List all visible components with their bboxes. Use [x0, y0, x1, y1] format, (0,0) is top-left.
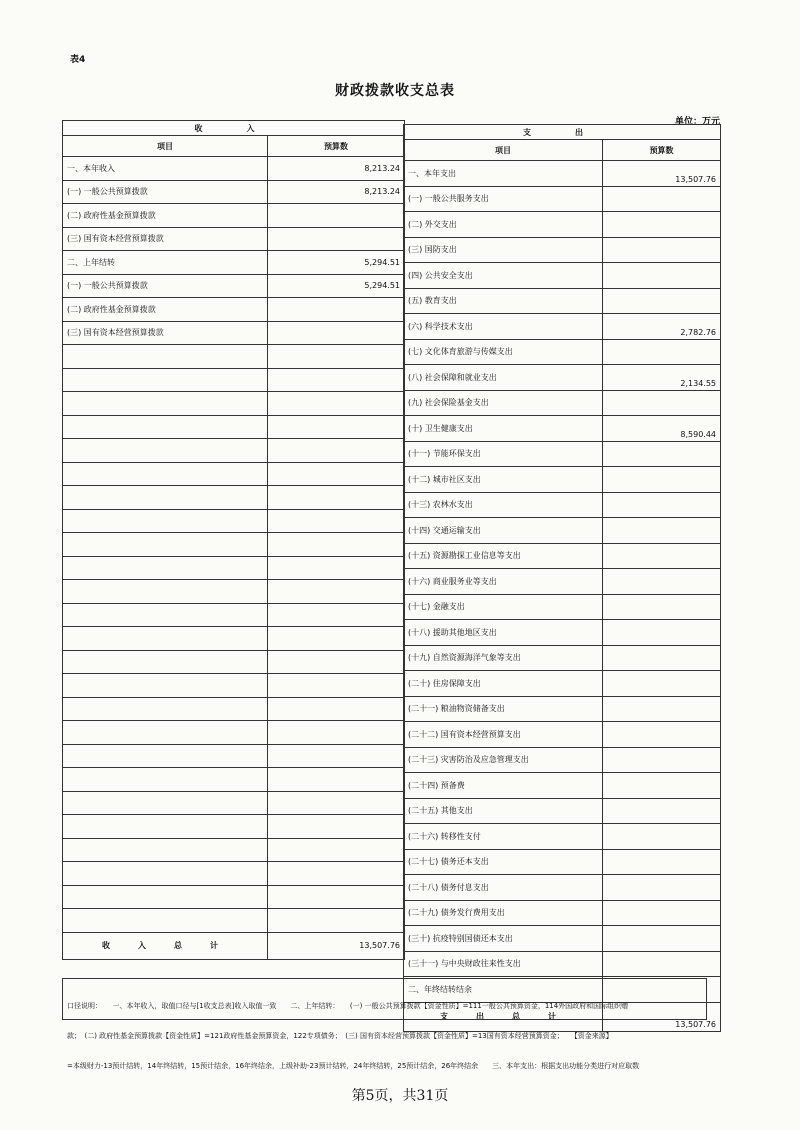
expense-total-value: 13,507.76: [603, 1002, 721, 1031]
table-row: [404, 365, 721, 391]
table-row: [404, 518, 721, 544]
table-row: [404, 671, 721, 697]
note-line: 款； (二) 政府性基金预算拨款【资金性质】=121政府性基金预算资金，122专项债务； (三) 国有资本经营预算拨款【资金性质】=13国有资本经营预算资金； 【资金来源】: [67, 1032, 613, 1040]
table-row: [63, 227, 405, 251]
blank-cell: [268, 368, 405, 392]
expense-amount: [603, 212, 721, 238]
expense-item: (十四) 交通运输支出: [404, 518, 603, 544]
income-amount: 5,294.51: [268, 274, 405, 298]
blank-cell: [63, 815, 268, 839]
blank-cell: [268, 580, 405, 604]
expense-amount: [603, 671, 721, 697]
expense-item: 二、年终结转结余: [404, 977, 603, 1003]
table-row: [63, 885, 405, 909]
blank-cell: [268, 744, 405, 768]
expense-item: (四) 公共安全支出: [404, 263, 603, 289]
table-row: [63, 815, 405, 839]
table-row: [404, 186, 721, 212]
expense-item: (八) 社会保障和就业支出: [404, 365, 603, 391]
expense-table: [403, 124, 721, 1032]
income-rows: [63, 157, 405, 933]
table-row: [63, 392, 405, 416]
income-item: (三) 国有资本经营预算拨款: [63, 321, 268, 345]
table-row: [404, 569, 721, 595]
expense-amount: [603, 186, 721, 212]
blank-cell: [268, 392, 405, 416]
expense-item: (九) 社会保险基金支出: [404, 390, 603, 416]
table-row: [63, 650, 405, 674]
table-row: [63, 462, 405, 486]
table-row: [63, 439, 405, 463]
income-amount: [268, 204, 405, 228]
income-amount: 5,294.51: [268, 251, 405, 275]
table-row: [404, 875, 721, 901]
table-row: [404, 722, 721, 748]
table-row: [63, 838, 405, 862]
unit-label: 单位：万元: [674, 117, 720, 127]
blank-cell: [268, 768, 405, 792]
expense-amount: [603, 543, 721, 569]
blank-cell: [268, 439, 405, 463]
blank-cell: [63, 791, 268, 815]
expense-amount: [603, 620, 721, 646]
page-title: 财政拨款收支总表: [335, 83, 455, 99]
table-row: [63, 627, 405, 651]
blank-cell: [268, 345, 405, 369]
table-row: [404, 773, 721, 799]
table-row: [404, 314, 721, 340]
table-row: [404, 467, 721, 493]
income-item: (二) 政府性基金预算拨款: [63, 204, 268, 228]
table-row: [404, 263, 721, 289]
blank-cell: [63, 721, 268, 745]
blank-cell: [63, 885, 268, 909]
table-row: [404, 926, 721, 952]
blank-cell: [268, 697, 405, 721]
table-row: [404, 237, 721, 263]
expense-item: (十七) 金融支出: [404, 594, 603, 620]
expense-amount: [603, 824, 721, 850]
expense-item: (十五) 资源勘探工业信息等支出: [404, 543, 603, 569]
blank-cell: [63, 392, 268, 416]
table-row: [63, 580, 405, 604]
expense-item: (二十) 住房保障支出: [404, 671, 603, 697]
income-col-amount: 预算数: [268, 136, 405, 157]
note-line: =本级财力-13预计结转，14年终结转，15预计结余，16年终结余，上级补助-23预计结转，24年终结转，25预计结余，26年终结余 三、本年支出：根据支出功能分类进行对应取数: [67, 1062, 640, 1070]
blank-cell: [268, 650, 405, 674]
table-row: [63, 509, 405, 533]
expense-amount: [603, 926, 721, 952]
table-row: [63, 603, 405, 627]
expense-item: (七) 文化体育旅游与传媒支出: [404, 339, 603, 365]
table-row: [63, 298, 405, 322]
expense-amount: [603, 875, 721, 901]
blank-cell: [268, 462, 405, 486]
blank-cell: [63, 462, 268, 486]
blank-cell: [63, 533, 268, 557]
expense-item: (二十四) 预备费: [404, 773, 603, 799]
table-row: [63, 556, 405, 580]
income-total-value: 13,507.76: [268, 932, 405, 959]
expense-item: (二十五) 其他支出: [404, 798, 603, 824]
table-row: [404, 441, 721, 467]
income-table: [62, 120, 405, 960]
expense-rows: [404, 161, 721, 1003]
table-row: [404, 492, 721, 518]
note-line: 口径说明： 一、本年收入，取值口径与[1收支总表]收入取值一致 二、上年结转： (一) 一般公共预算拨款【资金性质】=111一般公共预算资金，114外国政府和国际组织赠: [67, 1002, 629, 1010]
income-item: (三) 国有资本经营预算拨款: [63, 227, 268, 251]
table-row: [404, 543, 721, 569]
table-row: [63, 368, 405, 392]
expense-item: (二十三) 灾害防治及应急管理支出: [404, 747, 603, 773]
expense-item: (十八) 援助其他地区支出: [404, 620, 603, 646]
blank-cell: [268, 486, 405, 510]
table-row: [63, 415, 405, 439]
table-row: [63, 274, 405, 298]
income-col-item: 项目: [63, 136, 268, 157]
expense-item: (五) 教育支出: [404, 288, 603, 314]
blank-cell: [268, 838, 405, 862]
expense-amount: [603, 518, 721, 544]
table-row: [63, 345, 405, 369]
blank-cell: [63, 345, 268, 369]
blank-cell: [268, 415, 405, 439]
expense-amount: [603, 441, 721, 467]
blank-cell: [63, 603, 268, 627]
blank-cell: [63, 768, 268, 792]
blank-cell: [268, 885, 405, 909]
expense-item: (二十二) 国有资本经营预算支出: [404, 722, 603, 748]
expense-amount: [603, 288, 721, 314]
table-row: [63, 180, 405, 204]
expense-amount: [603, 722, 721, 748]
expense-amount: [603, 849, 721, 875]
expense-amount: [603, 390, 721, 416]
blank-cell: [63, 509, 268, 533]
table-row: [404, 900, 721, 926]
expense-item: (十九) 自然资源海洋气象等支出: [404, 645, 603, 671]
income-amount: [268, 321, 405, 345]
table-row: [404, 161, 721, 187]
blank-cell: [63, 368, 268, 392]
expense-amount: [603, 594, 721, 620]
expense-col-item: 项目: [404, 140, 603, 161]
table-row: [63, 204, 405, 228]
table-row: [404, 696, 721, 722]
expense-amount: [603, 951, 721, 977]
blank-cell: [268, 533, 405, 557]
expense-amount: [603, 900, 721, 926]
table-row: [63, 674, 405, 698]
expense-item: (三十) 抗疫特别国债还本支出: [404, 926, 603, 952]
table-row: [404, 951, 721, 977]
blank-cell: [268, 909, 405, 933]
blank-cell: [63, 415, 268, 439]
expense-item: 一、本年支出: [404, 161, 603, 187]
expense-amount: [603, 696, 721, 722]
expense-item: (一) 一般公共服务支出: [404, 186, 603, 212]
blank-cell: [63, 627, 268, 651]
table-row: [63, 251, 405, 275]
expense-item: (十二) 城市社区支出: [404, 467, 603, 493]
table-row: [404, 645, 721, 671]
income-total-label: 收 入 总 计: [63, 932, 268, 959]
table-row: [63, 721, 405, 745]
expense-item: (十六) 商业服务业等支出: [404, 569, 603, 595]
expense-item: (三) 国防支出: [404, 237, 603, 263]
expense-item: (二十九) 债务发行费用支出: [404, 900, 603, 926]
blank-cell: [268, 721, 405, 745]
blank-cell: [63, 674, 268, 698]
income-amount: [268, 227, 405, 251]
table-row: [404, 339, 721, 365]
blank-cell: [268, 627, 405, 651]
table-row: [404, 798, 721, 824]
expense-amount: [603, 339, 721, 365]
blank-cell: [268, 509, 405, 533]
income-item: 一、本年收入: [63, 157, 268, 181]
blank-cell: [63, 862, 268, 886]
expense-amount: 2,782.76: [603, 314, 721, 340]
blank-cell: [63, 697, 268, 721]
expense-item: (二十七) 债务还本支出: [404, 849, 603, 875]
blank-cell: [63, 838, 268, 862]
blank-cell: [63, 580, 268, 604]
expense-col-amount: 预算数: [603, 140, 721, 161]
income-amount: 8,213.24: [268, 157, 405, 181]
table-row: [63, 768, 405, 792]
expense-amount: 2,134.55: [603, 365, 721, 391]
expense-amount: [603, 492, 721, 518]
blank-cell: [63, 650, 268, 674]
income-amount: 8,213.24: [268, 180, 405, 204]
expense-amount: [603, 237, 721, 263]
table-row: [63, 486, 405, 510]
expense-amount: 13,507.76: [603, 161, 721, 187]
expense-item: (十三) 农林水支出: [404, 492, 603, 518]
table-row: [63, 791, 405, 815]
income-header: 收 入: [63, 121, 405, 136]
expense-amount: [603, 467, 721, 493]
blank-cell: [268, 815, 405, 839]
expense-item: (十) 卫生健康支出: [404, 416, 603, 442]
expense-amount: [603, 569, 721, 595]
table-row: [404, 849, 721, 875]
table-row: [63, 533, 405, 557]
income-amount: [268, 298, 405, 322]
blank-cell: [268, 603, 405, 627]
income-item: (一) 一般公共预算拨款: [63, 180, 268, 204]
expense-total-label: 支 出 总 计: [404, 1002, 603, 1031]
table-row: [63, 697, 405, 721]
blank-cell: [63, 909, 268, 933]
expense-item: (二十六) 转移性支付: [404, 824, 603, 850]
table-row: [63, 157, 405, 181]
blank-cell: [63, 439, 268, 463]
table-row: [404, 594, 721, 620]
blank-cell: [268, 674, 405, 698]
income-item: (二) 政府性基金预算拨款: [63, 298, 268, 322]
expense-amount: [603, 645, 721, 671]
table-row: [404, 288, 721, 314]
table-row: [404, 390, 721, 416]
expense-amount: 8,590.44: [603, 416, 721, 442]
table-row: [404, 824, 721, 850]
expense-header: 支 出: [404, 125, 721, 140]
table-row: [63, 909, 405, 933]
table-row: [404, 747, 721, 773]
expense-amount: [603, 773, 721, 799]
expense-item: (三十一) 与中央财政往来性支出: [404, 951, 603, 977]
expense-item: (二) 外交支出: [404, 212, 603, 238]
expense-item: (二十一) 粮油物资储备支出: [404, 696, 603, 722]
blank-cell: [63, 744, 268, 768]
blank-cell: [63, 486, 268, 510]
expense-amount: [603, 798, 721, 824]
table-label: 表4: [70, 55, 86, 65]
income-item: (一) 一般公共预算拨款: [63, 274, 268, 298]
table-row: [404, 212, 721, 238]
page-number: 第5页，共31页: [351, 1088, 449, 1104]
blank-cell: [268, 556, 405, 580]
expense-item: (六) 科学技术支出: [404, 314, 603, 340]
table-row: [63, 321, 405, 345]
blank-cell: [63, 556, 268, 580]
blank-cell: [268, 791, 405, 815]
expense-item: (二十八) 债务付息支出: [404, 875, 603, 901]
table-row: [404, 416, 721, 442]
blank-cell: [268, 862, 405, 886]
expense-amount: [603, 263, 721, 289]
table-row: [63, 744, 405, 768]
expense-amount: [603, 747, 721, 773]
income-item: 二、上年结转: [63, 251, 268, 275]
expense-item: (十一) 节能环保支出: [404, 441, 603, 467]
table-row: [63, 862, 405, 886]
table-row: [404, 620, 721, 646]
